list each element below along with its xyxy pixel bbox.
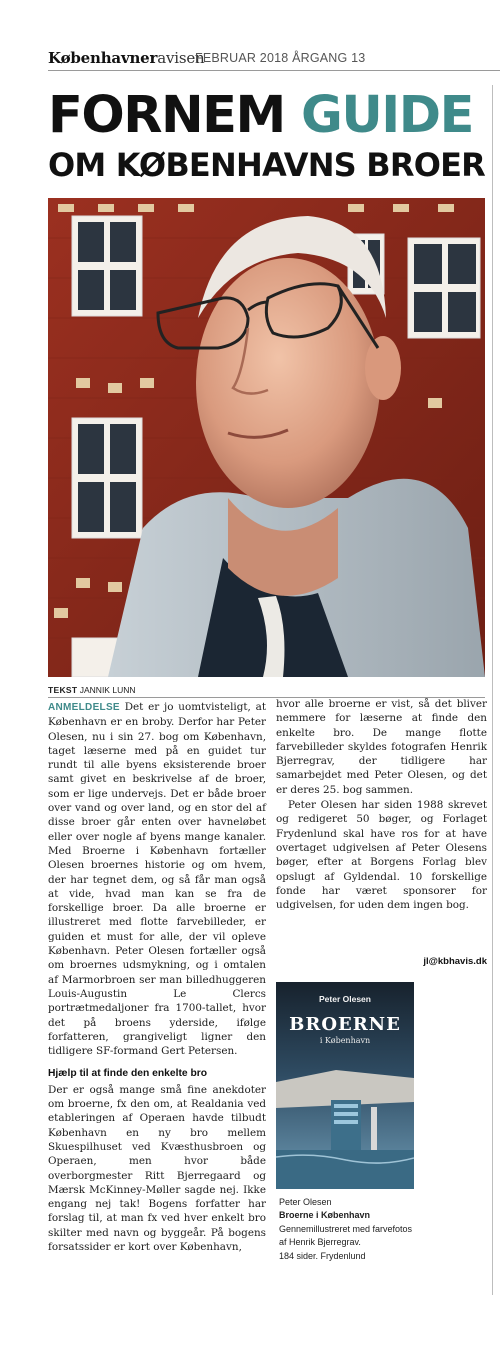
byline: TEKST JANNIK LUNN [48, 685, 136, 695]
book-caption [279, 1196, 489, 1263]
article-column-1 [48, 700, 266, 1254]
headline-line-2: OM KØBENHAVNS BROER [48, 146, 486, 184]
article-paragraph-3: Peter Olesen har siden 1988 skrevet og redigeret 50 bøger, og Forlaget Frydenlund skal have ros for at have overtaget udgivelsen af Peter Olesens bøger, efter at Borgens Forlag blev opslugt af Gyldendal. 10 forskellige fonde har været sponsorer for udgivelsen, for uden dem ingen bog. [276, 799, 487, 912]
article-paragraph-2-continued: hvor alle broerne er vist, så det bliver nemmere for læserne at finde den enkelte bro. De mange flotte farvebilleder skyldes fotografen Henrik Bjerregrav, der tidligere har samarbejdet med Peter Olesen, og det er deres 25. bog sammen. [276, 698, 487, 796]
headline-accent-word: GUIDE [301, 86, 473, 145]
book-cover-subtitle: i København [319, 1036, 371, 1045]
article-subheading: Hjælp til at finde den enkelte bro [48, 1068, 208, 1080]
book-caption-line-2: af Henrik Bjerregrav. [279, 1237, 361, 1248]
portrait-photo [48, 198, 485, 677]
book-caption-title: Broerne i København [279, 1210, 371, 1221]
article-kicker: ANMELDELSE [48, 702, 120, 713]
book-caption-line-3: 184 sider. Frydenlund [279, 1250, 366, 1261]
column-rule-right [492, 85, 493, 1295]
issue-info: FEBRUAR 2018 ÅRGANG 13 [195, 51, 366, 65]
book-cover-title: BROERNE [289, 1014, 401, 1035]
book-caption-line-1: Gennemillustreret med farvefotos [279, 1223, 413, 1234]
article-paragraph-2: Der er også mange små fine anekdoter om broerne, fx den om, at Realdania ved etableringen af Operaen havde tilbudt København en ny bro mellem Skuespilhuset ved Kvæsthusbroen og Operaen, men hvor både overborgmester Ritt Bjerregaard og Mærsk McKinney-Møller sagde nej. Ikke engang nej tak! Bogens forfatter har forslag til, at man fx ved hver enkelt bro skilter med navn og byggeår. På bogens forsatssider er kort over København, [48, 1083, 266, 1253]
article-column-2 [276, 697, 487, 912]
book-cover-author: Peter Olesen [319, 994, 371, 1004]
book-cover-image [276, 982, 414, 1189]
book-caption-author: Peter Olesen [279, 1197, 332, 1207]
newspaper-logo: Københavneravisen [48, 49, 205, 67]
headline-line-1: FORNEM GUIDE [48, 86, 473, 145]
masthead-rule [48, 70, 500, 71]
article-paragraph-1: ANMELDELSE Det er jo uomtvisteligt, at København er en broby. Derfor har Peter Olesen, nu i sin 27. bog om København, taget læserne med på en guidet tur rundt til alle byens eksisterende broer samt givet en beskrivelse af de broer, som er lige undervejs. Det er både broer over vand og over land, og en stor del af disse broer går enten over havneløbet eller over nogle af byens mange kanaler. Med Broerne i København fortæller Olesen broernes historie og om hvem, der har tegnet dem, og så får man også at vide, hvad man kan se fra de forskellige broer. Da alle broerne er illustreret med flotte farvebilleder, er guiden et must for alle, der vil opleve København. Peter Olesen fortæller også om broernes udsmykning, og i omtalen af Marmorbroen ser man billedhuggeren Louis-Augustin Le Clercs portrætmedaljoner fra 1700-tallet, hvor det på broens yderside, ifølge forfatteren, grangiveligt ligner den tidligere SF-formand Gert Petersen. [48, 701, 266, 1058]
masthead [48, 47, 500, 71]
author-email: jl@kbhavis.dk [423, 956, 487, 967]
